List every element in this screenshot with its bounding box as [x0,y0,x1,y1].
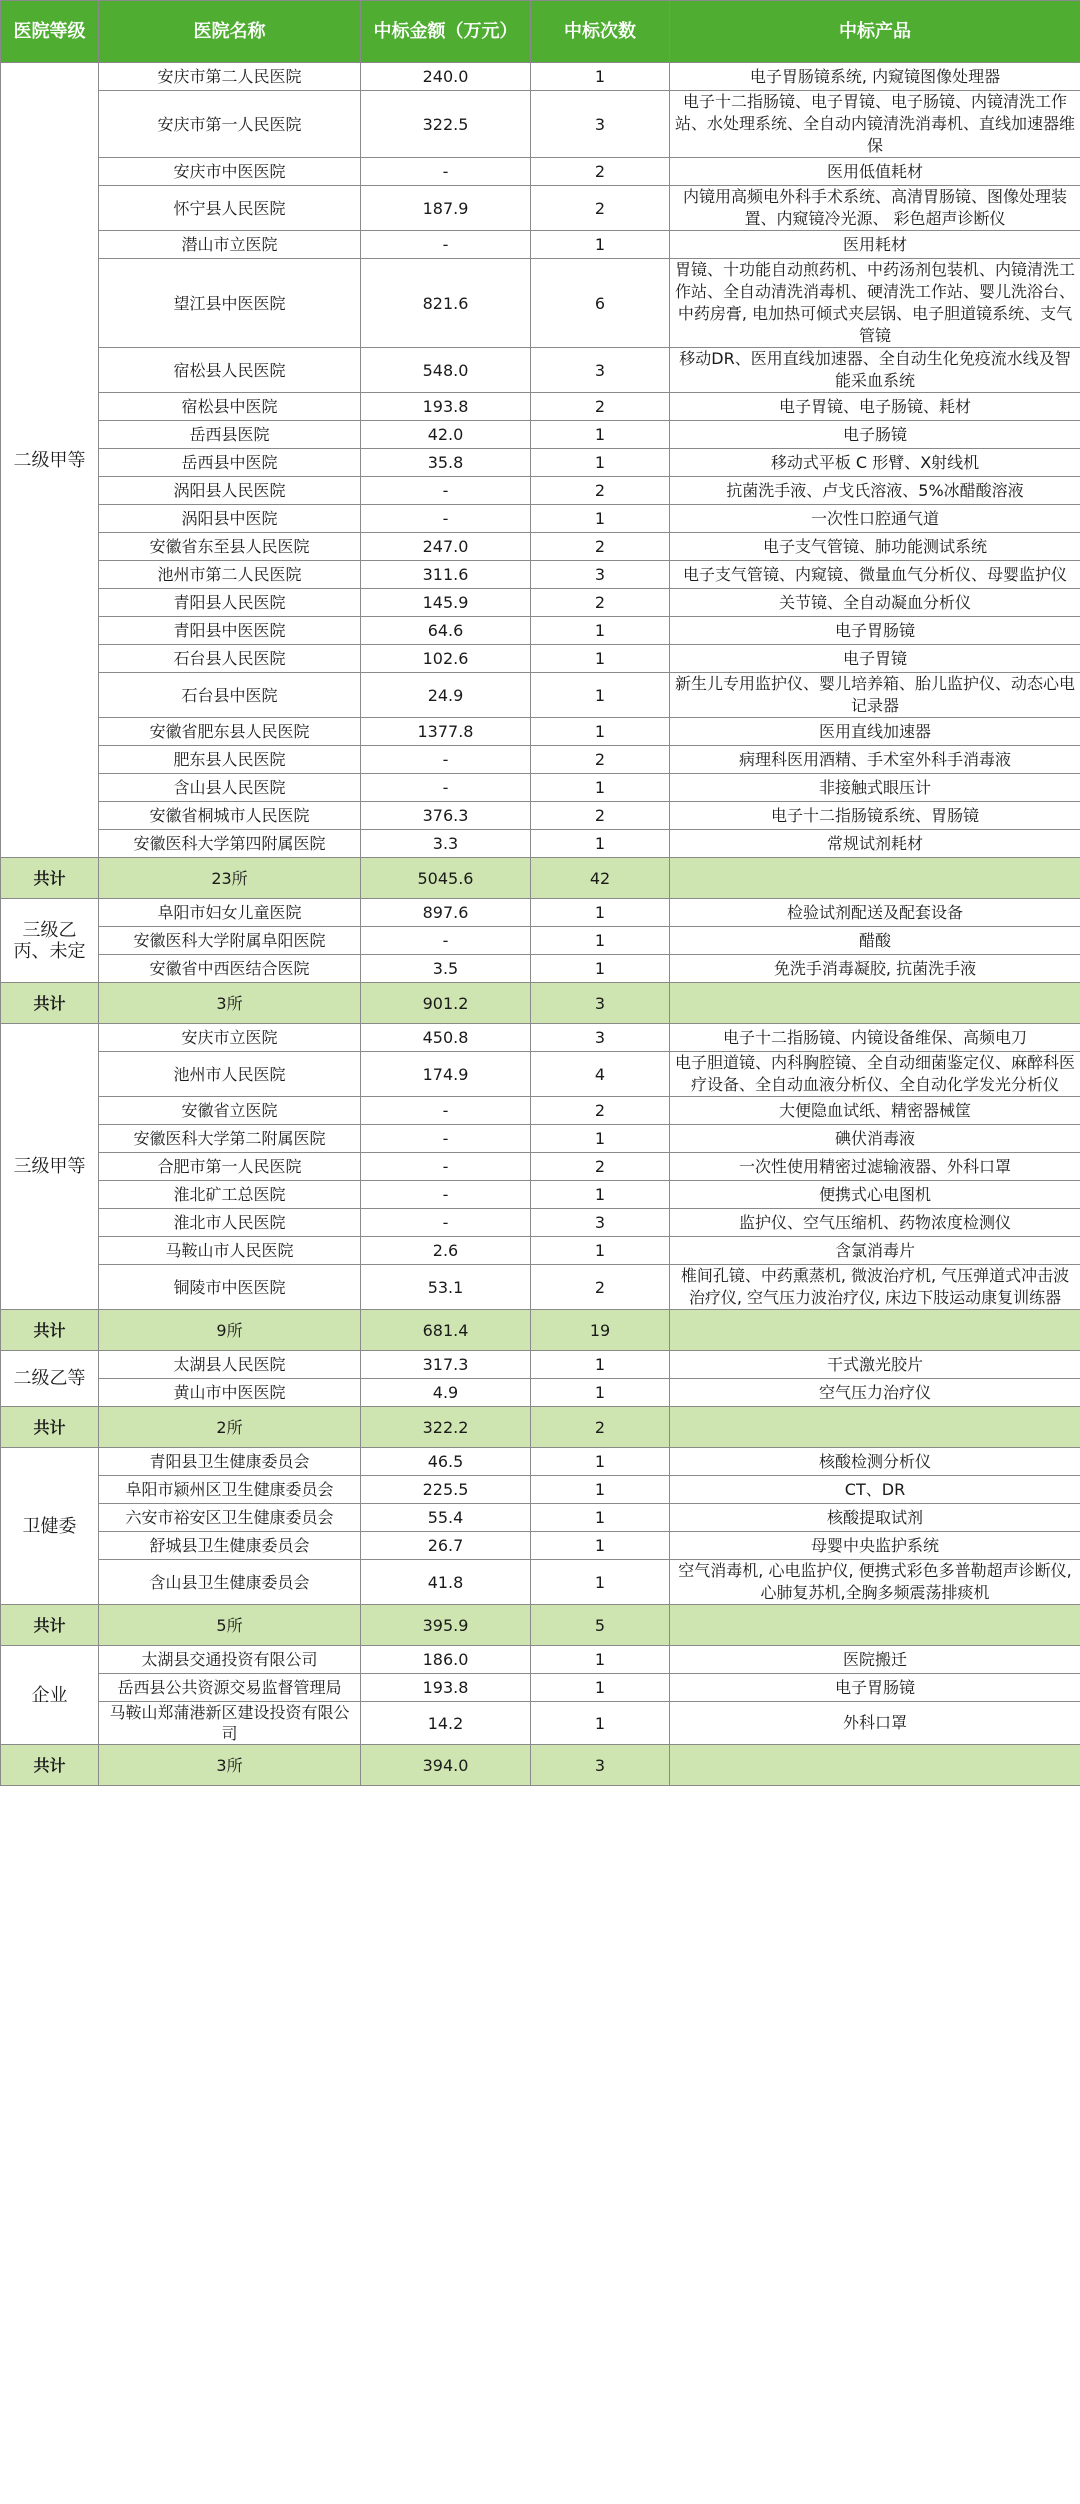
bid-amount-cell: 174.9 [361,1052,531,1097]
group-level-cell: 卫健委 [1,1448,99,1605]
hospital-name-cell: 安徽省桐城市人民医院 [99,802,361,830]
table-row [1,1379,1080,1407]
bid-amount-cell: 2.6 [361,1237,531,1265]
hospital-name-cell: 肥东县人民医院 [99,746,361,774]
bid-amount-cell: - [361,158,531,186]
bid-count-cell: 1 [531,1476,670,1504]
bid-count-cell: 1 [531,1504,670,1532]
bid-amount-cell: 548.0 [361,348,531,393]
total-empty [670,858,1080,899]
table-row [1,899,1080,927]
bid-count-cell: 2 [531,533,670,561]
bid-count-cell: 1 [531,645,670,673]
total-label: 共计 [1,1605,99,1646]
header-amount: 中标金额（万元） [361,1,531,63]
bid-product-cell: 母婴中央监护系统 [670,1532,1080,1560]
group-level-cell: 二级乙等 [1,1351,99,1407]
table-row [1,393,1080,421]
table-row [1,1265,1080,1310]
table-row [1,505,1080,533]
bid-product-cell: 核酸提取试剂 [670,1504,1080,1532]
bid-product-cell: 医用低值耗材 [670,158,1080,186]
bid-amount-cell: 1377.8 [361,718,531,746]
bid-amount-cell: 821.6 [361,259,531,348]
table-row [1,1646,1080,1674]
total-label: 共计 [1,1310,99,1351]
bid-count-cell: 1 [531,927,670,955]
table-row [1,1504,1080,1532]
bid-count-cell: 1 [531,1702,670,1745]
bid-amount-cell: 193.8 [361,1674,531,1702]
bid-amount-cell: 376.3 [361,802,531,830]
bid-count-cell: 2 [531,477,670,505]
hospital-name-cell: 安庆市中医医院 [99,158,361,186]
bid-amount-cell: 897.6 [361,899,531,927]
bid-product-cell: 免洗手消毒凝胶, 抗菌洗手液 [670,955,1080,983]
table-row [1,1532,1080,1560]
total-amount: 901.2 [361,983,531,1024]
hospital-name-cell: 含山县人民医院 [99,774,361,802]
total-row [1,1407,1080,1448]
bid-amount-cell: - [361,1097,531,1125]
bid-product-cell: 干式激光胶片 [670,1351,1080,1379]
bid-amount-cell: - [361,927,531,955]
bid-product-cell: 电子十二指肠镜、内镜设备维保、高频电刀 [670,1024,1080,1052]
bid-count-cell: 2 [531,746,670,774]
bid-amount-cell: 145.9 [361,589,531,617]
table-row [1,1052,1080,1097]
hospital-name-cell: 淮北矿工总医院 [99,1181,361,1209]
table-row [1,477,1080,505]
total-hospital-count: 9所 [99,1310,361,1351]
table-row [1,1351,1080,1379]
bid-product-cell: 电子胃肠镜系统, 内窥镜图像处理器 [670,63,1080,91]
group-level-cell: 企业 [1,1646,99,1745]
hospital-name-cell: 青阳县中医医院 [99,617,361,645]
bid-amount-cell: 186.0 [361,1646,531,1674]
total-label: 共计 [1,1745,99,1786]
bid-count-cell: 2 [531,589,670,617]
bid-count-cell: 1 [531,63,670,91]
table-row [1,1560,1080,1605]
hospital-name-cell: 马鞍山市人民医院 [99,1237,361,1265]
total-row [1,1310,1080,1351]
hospital-name-cell: 安徽医科大学第四附属医院 [99,830,361,858]
bid-count-cell: 1 [531,505,670,533]
total-times: 2 [531,1407,670,1448]
bid-product-cell: 非接触式眼压计 [670,774,1080,802]
table-row [1,830,1080,858]
table-row [1,673,1080,718]
total-empty [670,1310,1080,1351]
hospital-name-cell: 安庆市立医院 [99,1024,361,1052]
header-level: 医院等级 [1,1,99,63]
bid-product-cell: 便携式心电图机 [670,1181,1080,1209]
table-row [1,186,1080,231]
bid-product-cell: 椎间孔镜、中药熏蒸机, 微波治疗机, 气压弹道式冲击波治疗仪, 空气压力波治疗仪, 床边下肢运动康复训练器 [670,1265,1080,1310]
table-row [1,955,1080,983]
table-row [1,1702,1080,1745]
bid-count-cell: 3 [531,348,670,393]
bid-product-cell: 电子胃肠镜 [670,617,1080,645]
table-body [1,63,1080,1786]
total-row [1,983,1080,1024]
bid-product-cell: 内镜用高频电外科手术系统、高清胃肠镜、图像处理装置、内窥镜冷光源、 彩色超声诊断仪 [670,186,1080,231]
total-label: 共计 [1,858,99,899]
bid-product-cell: 核酸检测分析仪 [670,1448,1080,1476]
bid-count-cell: 1 [531,718,670,746]
bid-amount-cell: 193.8 [361,393,531,421]
header-product: 中标产品 [670,1,1080,63]
bid-count-cell: 3 [531,91,670,158]
table-row [1,1448,1080,1476]
bid-count-cell: 1 [531,1674,670,1702]
total-times: 42 [531,858,670,899]
bid-amount-cell: 41.8 [361,1560,531,1605]
hospital-name-cell: 安徽省立医院 [99,1097,361,1125]
total-empty [670,1407,1080,1448]
bid-count-cell: 2 [531,1153,670,1181]
bid-amount-cell: - [361,746,531,774]
bid-amount-cell: - [361,1181,531,1209]
bid-amount-cell: 450.8 [361,1024,531,1052]
bid-amount-cell: 225.5 [361,1476,531,1504]
table-row [1,802,1080,830]
hospital-name-cell: 太湖县交通投资有限公司 [99,1646,361,1674]
total-label: 共计 [1,1407,99,1448]
total-hospital-count: 3所 [99,1745,361,1786]
hospital-name-cell: 岳西县公共资源交易监督管理局 [99,1674,361,1702]
hospital-name-cell: 合肥市第一人民医院 [99,1153,361,1181]
table-row [1,589,1080,617]
bid-amount-cell: 46.5 [361,1448,531,1476]
header-name: 医院名称 [99,1,361,63]
bid-count-cell: 3 [531,1209,670,1237]
bid-count-cell: 1 [531,1560,670,1605]
table-row [1,449,1080,477]
table-row [1,158,1080,186]
bid-amount-cell: 3.5 [361,955,531,983]
bid-product-cell: 检验试剂配送及配套设备 [670,899,1080,927]
bid-count-cell: 1 [531,1351,670,1379]
bid-amount-cell: 35.8 [361,449,531,477]
bid-product-cell: 醋酸 [670,927,1080,955]
hospital-name-cell: 铜陵市中医医院 [99,1265,361,1310]
bid-product-cell: 一次性使用精密过滤输液器、外科口罩 [670,1153,1080,1181]
table-row [1,617,1080,645]
hospital-name-cell: 黄山市中医医院 [99,1379,361,1407]
table-row [1,421,1080,449]
bid-product-cell: 大便隐血试纸、精密器械筐 [670,1097,1080,1125]
bid-count-cell: 1 [531,231,670,259]
bid-product-cell: 移动DR、医用直线加速器、全自动生化免疫流水线及智能采血系统 [670,348,1080,393]
bid-amount-cell: - [361,231,531,259]
hospital-name-cell: 宿松县人民医院 [99,348,361,393]
bid-amount-cell: - [361,505,531,533]
table-row [1,91,1080,158]
bid-product-cell: 医用直线加速器 [670,718,1080,746]
bid-amount-cell: 24.9 [361,673,531,718]
bid-product-cell: 关节镜、全自动凝血分析仪 [670,589,1080,617]
total-amount: 322.2 [361,1407,531,1448]
total-empty [670,983,1080,1024]
bid-count-cell: 1 [531,1448,670,1476]
hospital-name-cell: 阜阳市颍州区卫生健康委员会 [99,1476,361,1504]
total-amount: 681.4 [361,1310,531,1351]
table-row [1,348,1080,393]
bid-amount-cell: 317.3 [361,1351,531,1379]
total-hospital-count: 2所 [99,1407,361,1448]
bid-amount-cell: 322.5 [361,91,531,158]
hospital-name-cell: 含山县卫生健康委员会 [99,1560,361,1605]
bid-product-cell: 移动式平板 C 形臂、X射线机 [670,449,1080,477]
table-row [1,1209,1080,1237]
bid-amount-cell: - [361,774,531,802]
bid-count-cell: 4 [531,1052,670,1097]
hospital-name-cell: 青阳县人民医院 [99,589,361,617]
table-row [1,1237,1080,1265]
bid-product-cell: CT、DR [670,1476,1080,1504]
table-row [1,927,1080,955]
total-empty [670,1745,1080,1786]
bid-count-cell: 1 [531,673,670,718]
bid-amount-cell: 4.9 [361,1379,531,1407]
total-amount: 5045.6 [361,858,531,899]
total-hospital-count: 3所 [99,983,361,1024]
bid-amount-cell: 53.1 [361,1265,531,1310]
hospital-name-cell: 安徽省东至县人民医院 [99,533,361,561]
hospital-name-cell: 安庆市第一人民医院 [99,91,361,158]
bid-amount-cell: 247.0 [361,533,531,561]
bid-amount-cell: 240.0 [361,63,531,91]
table-row [1,1181,1080,1209]
total-amount: 394.0 [361,1745,531,1786]
table-row [1,718,1080,746]
total-amount: 395.9 [361,1605,531,1646]
bid-product-cell: 空气消毒机, 心电监护仪, 便携式彩色多普勒超声诊断仪, 心肺复苏机,全胸多频震荡排痰机 [670,1560,1080,1605]
bid-product-cell: 胃镜、十功能自动煎药机、中药汤剂包装机、内镜清洗工作站、全自动清洗消毒机、硬清洗工作站、婴儿洗浴台、中药房膏, 电加热可倾式夹层锅、电子胆道镜系统、支气管镜 [670,259,1080,348]
bid-product-cell: 电子胃肠镜 [670,1674,1080,1702]
bid-amount-cell: 14.2 [361,1702,531,1745]
table-row [1,746,1080,774]
bid-count-cell: 1 [531,449,670,477]
table-row [1,533,1080,561]
bid-product-cell: 电子支气管镜、内窥镜、微量血气分析仪、母婴监护仪 [670,561,1080,589]
bid-count-cell: 1 [531,1237,670,1265]
bid-product-cell: 医用耗材 [670,231,1080,259]
bid-product-cell: 电子胃镜、电子肠镜、耗材 [670,393,1080,421]
hospital-name-cell: 舒城县卫生健康委员会 [99,1532,361,1560]
bid-count-cell: 1 [531,1646,670,1674]
table-row [1,231,1080,259]
hospital-name-cell: 安徽医科大学第二附属医院 [99,1125,361,1153]
bid-product-cell: 监护仪、空气压缩机、药物浓度检测仪 [670,1209,1080,1237]
bid-product-cell: 电子胃镜 [670,645,1080,673]
table-row [1,1674,1080,1702]
table-row [1,259,1080,348]
bid-count-cell: 1 [531,774,670,802]
bid-count-cell: 1 [531,955,670,983]
bid-amount-cell: - [361,477,531,505]
table-row [1,561,1080,589]
total-row [1,1605,1080,1646]
total-hospital-count: 23所 [99,858,361,899]
bid-amount-cell: 42.0 [361,421,531,449]
bid-count-cell: 1 [531,421,670,449]
bid-count-cell: 3 [531,561,670,589]
hospital-name-cell: 潜山市立医院 [99,231,361,259]
bid-amount-cell: 187.9 [361,186,531,231]
hospital-name-cell: 石台县中医院 [99,673,361,718]
hospital-name-cell: 石台县人民医院 [99,645,361,673]
total-label: 共计 [1,983,99,1024]
header-row [1,1,1080,63]
group-level-cell: 三级甲等 [1,1024,99,1310]
bid-product-cell: 电子支气管镜、肺功能测试系统 [670,533,1080,561]
bid-count-cell: 2 [531,186,670,231]
bid-product-cell: 抗菌洗手液、卢戈氏溶液、5%冰醋酸溶液 [670,477,1080,505]
table-row [1,1153,1080,1181]
bid-count-cell: 1 [531,830,670,858]
bid-product-cell: 常规试剂耗材 [670,830,1080,858]
bid-count-cell: 6 [531,259,670,348]
total-row [1,1745,1080,1786]
hospital-name-cell: 岳西县医院 [99,421,361,449]
table-row [1,1125,1080,1153]
bid-product-cell: 含氯消毒片 [670,1237,1080,1265]
bid-product-cell: 电子胆道镜、内科胸腔镜、全自动细菌鉴定仪、麻醉科医疗设备、全自动血液分析仪、全自动化学发光分析仪 [670,1052,1080,1097]
bid-count-cell: 1 [531,617,670,645]
total-times: 3 [531,983,670,1024]
hospital-name-cell: 青阳县卫生健康委员会 [99,1448,361,1476]
bid-product-cell: 电子肠镜 [670,421,1080,449]
bid-product-cell: 电子十二指肠镜系统、胃肠镜 [670,802,1080,830]
table-row [1,1024,1080,1052]
bid-product-cell: 一次性口腔通气道 [670,505,1080,533]
bid-count-cell: 2 [531,1265,670,1310]
bid-count-cell: 1 [531,899,670,927]
bid-amount-cell: - [361,1125,531,1153]
bid-count-cell: 1 [531,1532,670,1560]
header-count: 中标次数 [531,1,670,63]
bid-amount-cell: 64.6 [361,617,531,645]
hospital-name-cell: 安庆市第二人民医院 [99,63,361,91]
bid-amount-cell: - [361,1209,531,1237]
bid-count-cell: 1 [531,1181,670,1209]
bid-amount-cell: 26.7 [361,1532,531,1560]
bid-amount-cell: 55.4 [361,1504,531,1532]
bid-count-cell: 1 [531,1379,670,1407]
hospital-name-cell: 马鞍山郑蒲港新区建设投资有限公司 [99,1702,361,1745]
group-level-cell: 三级乙丙、未定 [1,899,99,983]
bid-count-cell: 2 [531,393,670,421]
hospital-name-cell: 怀宁县人民医院 [99,186,361,231]
bid-product-cell: 空气压力治疗仪 [670,1379,1080,1407]
bid-count-cell: 3 [531,1024,670,1052]
hospital-name-cell: 太湖县人民医院 [99,1351,361,1379]
hospital-name-cell: 阜阳市妇女儿童医院 [99,899,361,927]
hospital-name-cell: 岳西县中医院 [99,449,361,477]
bid-amount-cell: 102.6 [361,645,531,673]
table-row [1,774,1080,802]
total-hospital-count: 5所 [99,1605,361,1646]
bid-product-cell: 外科口罩 [670,1702,1080,1745]
total-empty [670,1605,1080,1646]
bid-product-cell: 新生儿专用监护仪、婴儿培养箱、胎儿监护仪、动态心电记录器 [670,673,1080,718]
bid-product-cell: 电子十二指肠镜、电子胃镜、电子肠镜、内镜清洗工作站、水处理系统、全自动内镜清洗消毒机、直线加速器维保 [670,91,1080,158]
hospital-name-cell: 安徽医科大学附属阜阳医院 [99,927,361,955]
bid-amount-cell: 3.3 [361,830,531,858]
bid-count-cell: 2 [531,1097,670,1125]
hospital-name-cell: 安徽省中西医结合医院 [99,955,361,983]
bid-count-cell: 1 [531,1125,670,1153]
hospital-name-cell: 淮北市人民医院 [99,1209,361,1237]
hospital-name-cell: 安徽省肥东县人民医院 [99,718,361,746]
table-row [1,1476,1080,1504]
hospital-name-cell: 望江县中医医院 [99,259,361,348]
bid-count-cell: 2 [531,158,670,186]
hospital-name-cell: 池州市人民医院 [99,1052,361,1097]
group-level-cell: 二级甲等 [1,63,99,858]
hospital-name-cell: 涡阳县中医院 [99,505,361,533]
bid-count-cell: 2 [531,802,670,830]
table-row [1,1097,1080,1125]
table-row [1,63,1080,91]
total-times: 3 [531,1745,670,1786]
bid-product-cell: 病理科医用酒精、手术室外科手消毒液 [670,746,1080,774]
bid-product-cell: 医院搬迁 [670,1646,1080,1674]
hospital-name-cell: 六安市裕安区卫生健康委员会 [99,1504,361,1532]
total-row [1,858,1080,899]
hospital-name-cell: 池州市第二人民医院 [99,561,361,589]
bid-amount-cell: 311.6 [361,561,531,589]
bid-product-cell: 碘伏消毒液 [670,1125,1080,1153]
hospital-name-cell: 宿松县中医院 [99,393,361,421]
total-times: 19 [531,1310,670,1351]
total-times: 5 [531,1605,670,1646]
hospital-name-cell: 涡阳县人民医院 [99,477,361,505]
bid-amount-cell: - [361,1153,531,1181]
table-row [1,645,1080,673]
